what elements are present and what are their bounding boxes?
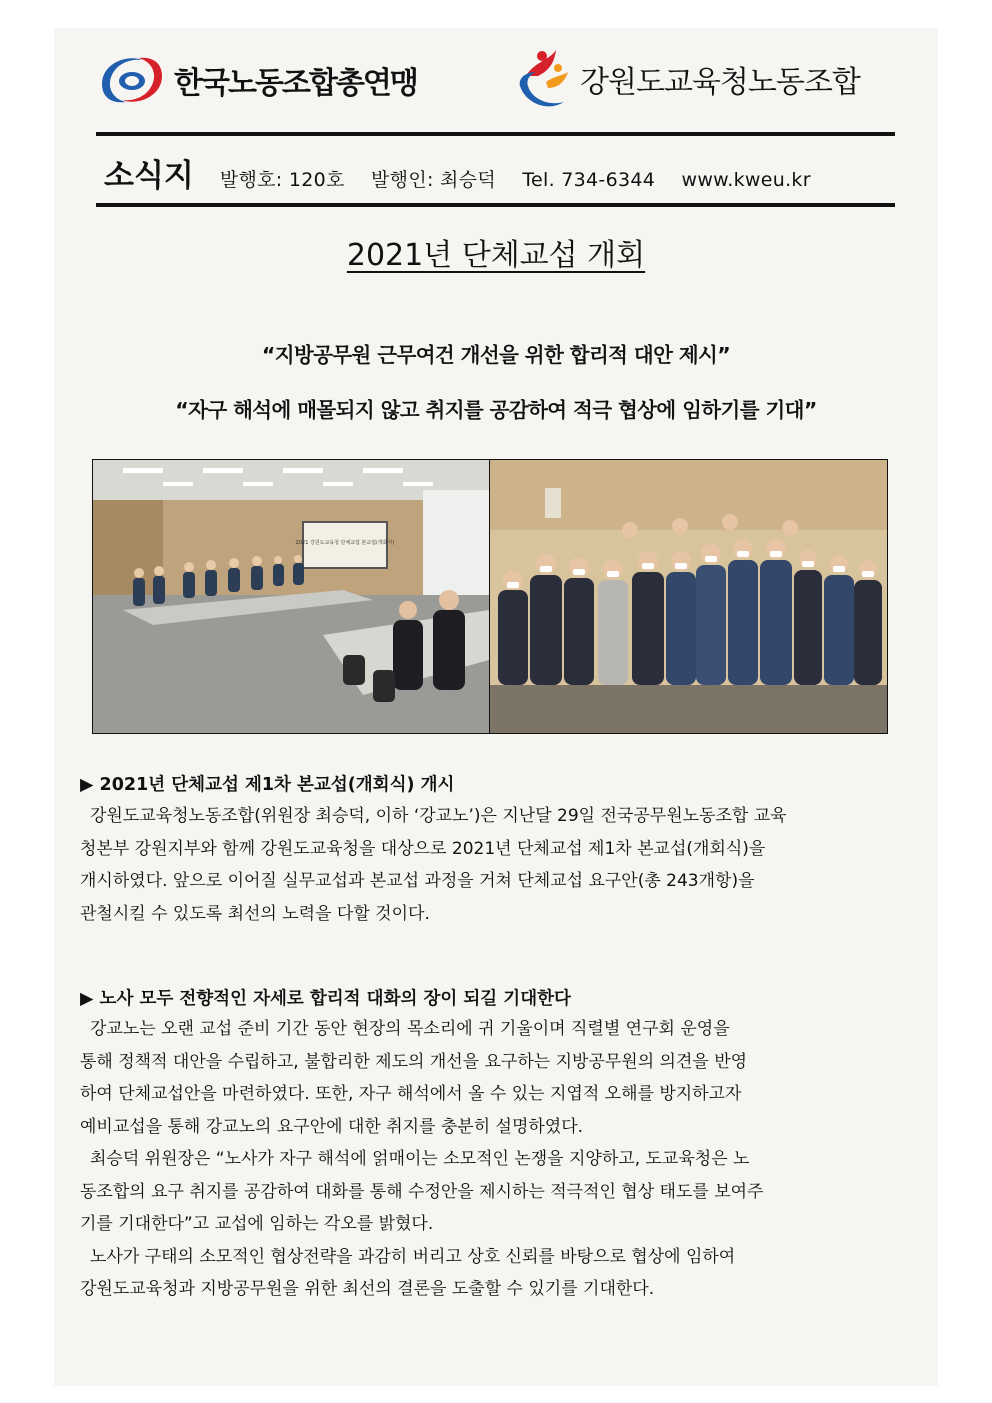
group-photo [490,460,887,733]
issue-number: 발행호: 120호 [219,169,345,191]
subtitle-2: “자구 해석에 매몰되지 않고 취지를 공감하여 적극 협상에 임하기를 기대” [175,398,817,422]
section2-line: 하여 단체교섭안을 마련하였다. 또한, 자구 해석에서 올 수 있는 지엽적 오해를 방지하고자 [80,1084,742,1104]
masthead [104,150,831,198]
section1-line: 관철시킬 수 있도록 최선의 노력을 다할 것이다. [80,903,430,924]
bottom-rule [96,203,895,207]
photo-strip [92,459,888,734]
subtitle-1: “지방공무원 근무여건 개선을 위한 합리적 대안 제시” [261,343,731,367]
kweu-logo [516,44,860,114]
section2-heading: ▶ 노사 모두 전향적인 자세로 합리적 대화의 장이 되길 기대한다 [80,989,571,1009]
fktu-emblem-icon [96,50,168,110]
section2-line: 강교노는 오랜 교섭 준비 기간 동안 현장의 목소리에 귀 기울이며 직렬별 연구회 운영을 [90,1019,730,1039]
section2-line: 노사가 구태의 소모적인 협상전략을 과감히 버리고 상호 신뢰를 바탕으로 협상에 임하여 [90,1246,736,1267]
section2-line: 최승덕 위원장은 “노사가 자구 해석에 얽매이는 소모적인 논쟁을 지양하고, 도교육청은 노 [90,1149,750,1169]
section1-heading: ▶ 2021년 단체교섭 제1차 본교섭(개회식) 개시 [80,775,455,795]
meeting-room-photo [93,460,490,733]
website-link[interactable]: www.kweu.kr [681,169,811,191]
kweu-name: 강원도교육청노동조합 [580,65,860,100]
publisher: 발행인: 최승덕 [371,169,496,191]
section2-line: 예비교섭을 통해 강교노의 요구안에 대한 취지를 충분히 설명하였다. [80,1116,584,1137]
newsletter-name: 소식지 [104,158,194,194]
section2-line: 기를 기대한다”고 교섭에 임하는 각오를 밝혔다. [80,1214,434,1234]
section1-line: 강원도교육청노동조합(위원장 최승덕, 이하 ‘강교노’)은 지난달 29일 전국공무원노동조합 교육 [90,806,787,826]
kweu-emblem-icon [516,46,572,112]
section2-line: 강원도교육청과 지방공무원을 위한 최선의 결론을 도출할 수 있기를 기대한다. [80,1279,655,1299]
section2-body [80,1013,905,1306]
section2-line: 통해 정책적 대안을 수립하고, 불합리한 제도의 개선을 요구하는 지방공무원의 의견을 반영 [80,1051,748,1072]
top-rule [96,132,895,136]
section1-line: 청본부 강원지부와 함께 강원도교육청을 대상으로 2021년 단체교섭 제1차 본교섭(개회식)을 [80,838,766,859]
issue-meta [220,165,831,192]
section1-body [80,800,905,930]
screen-caption: 2021 강원도교육청 단체교섭 본교섭(개회식) [295,540,395,546]
section1-line: 개시하였다. 앞으로 이어질 실무교섭과 본교섭 과정을 거쳐 단체교섭 요구안(총 243개항)을 [80,871,755,891]
headline: 2021년 단체교섭 개회 [346,238,646,273]
telephone: Tel. 734-6344 [522,169,656,191]
section2-line: 동조합의 요구 취지를 공감하여 대화를 통해 수정안을 제시하는 적극적인 협상 태도를 보여주 [80,1181,764,1202]
fktu-name: 한국노동조합총연맹 [174,66,417,101]
fktu-logo [96,48,417,112]
